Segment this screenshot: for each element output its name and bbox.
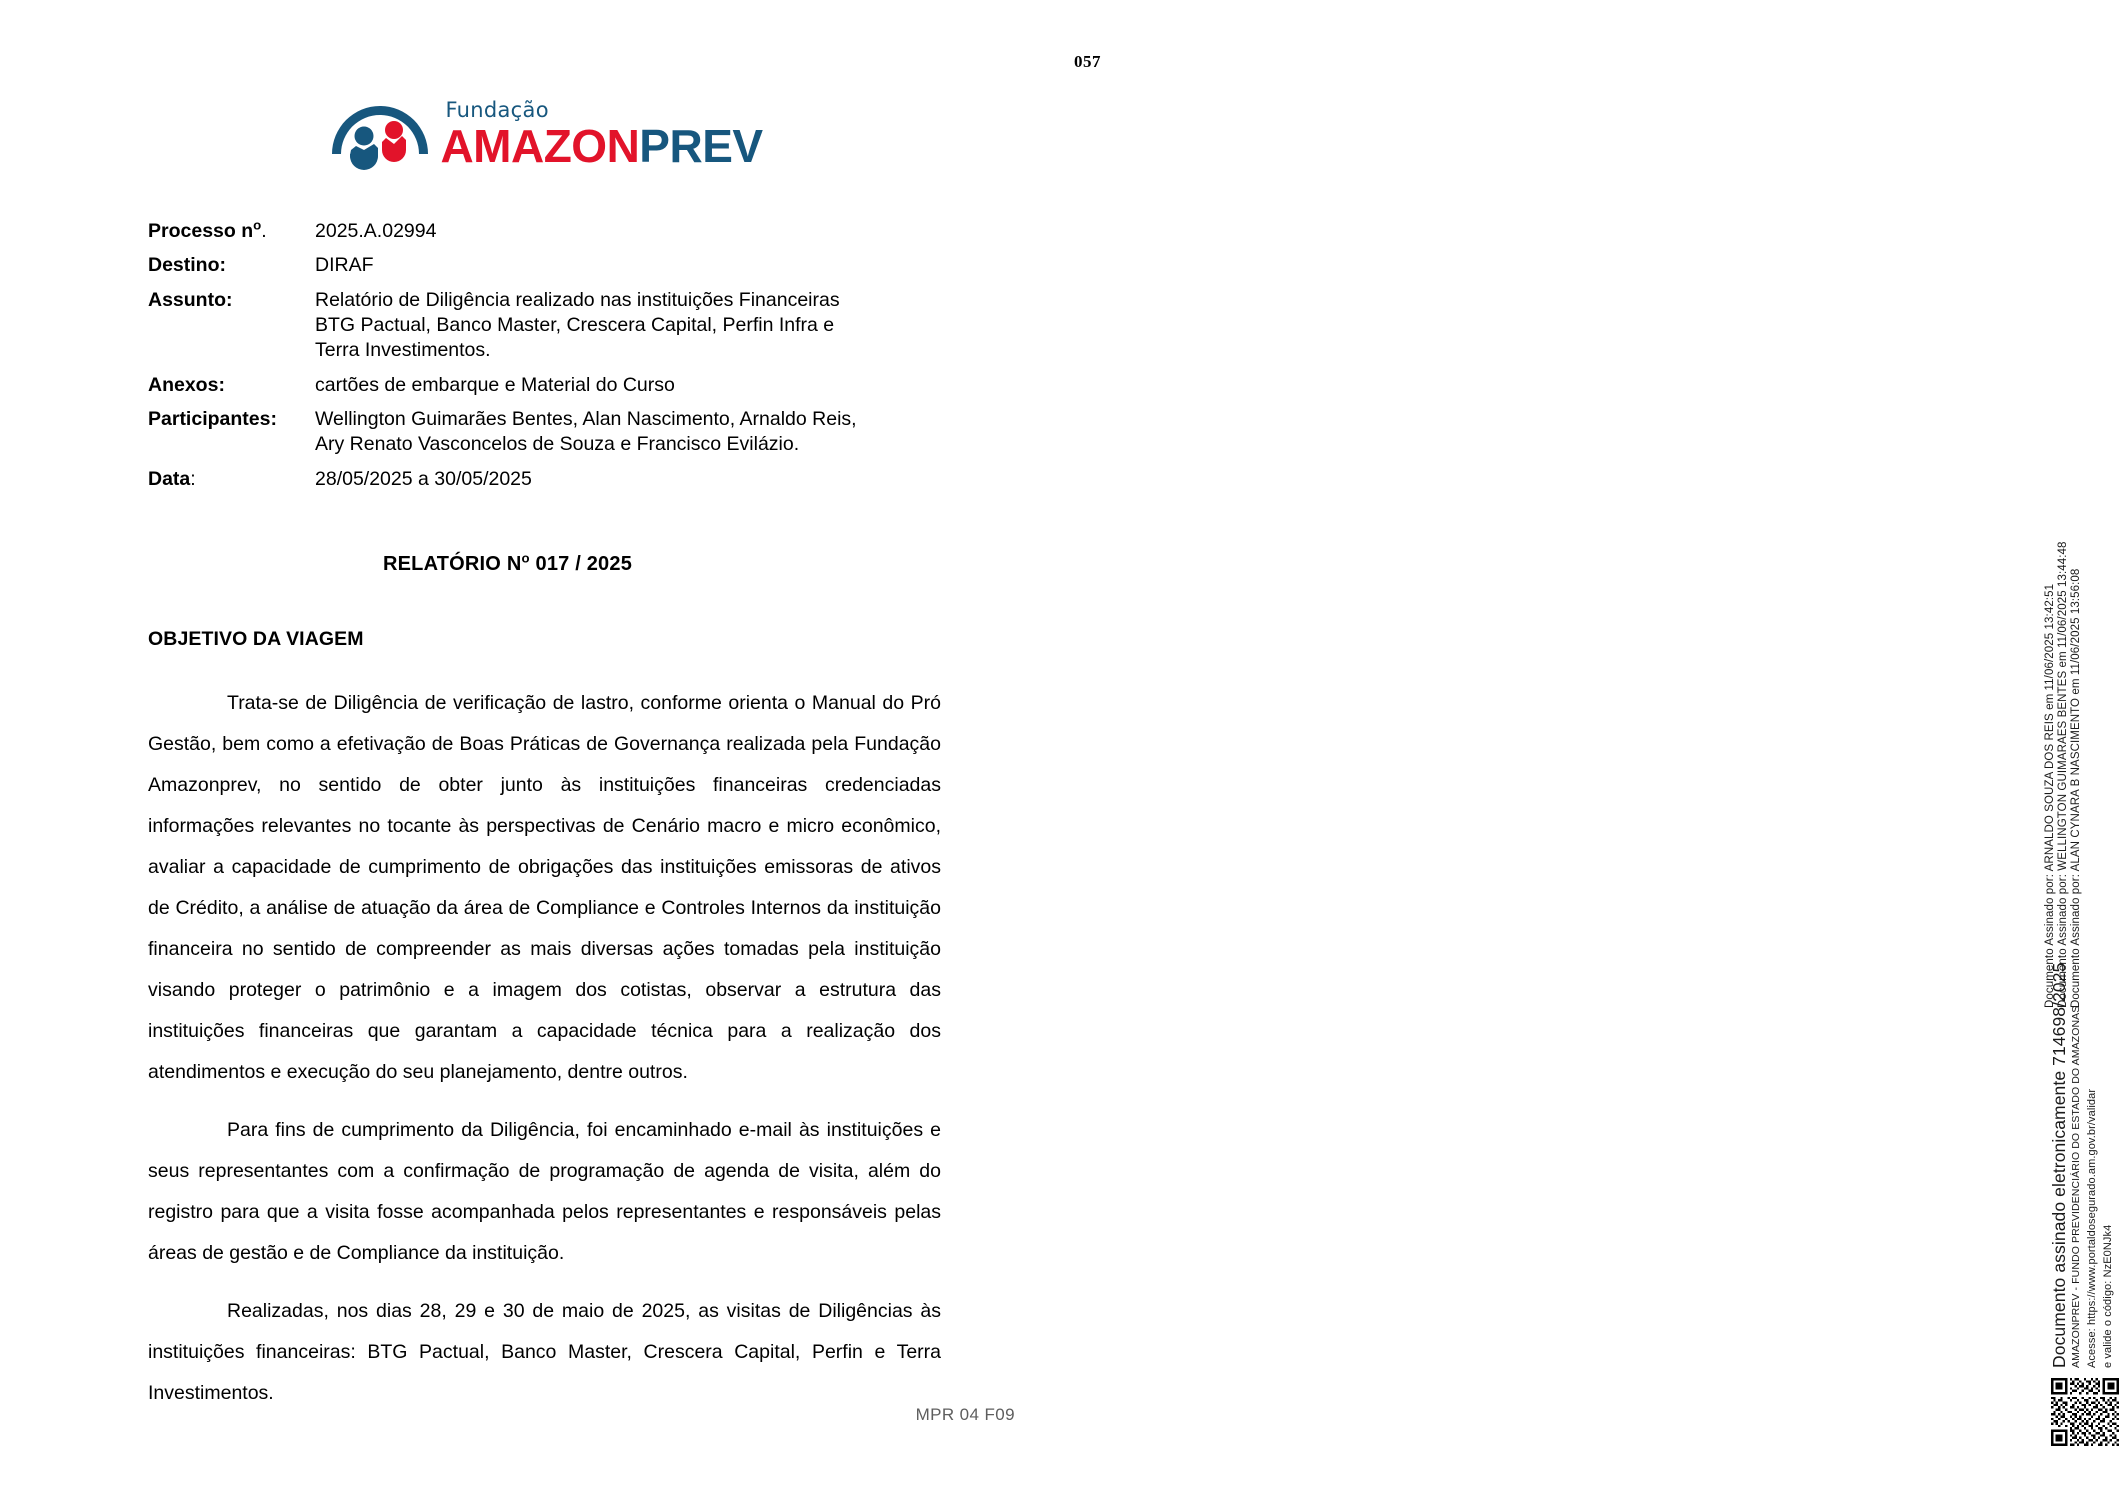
logo-amazon-text: AMAZON (440, 119, 640, 172)
field-value-assunto: Relatório de Diligência realizado nas instituições Financeiras BTG Pactual, Banco Master, Crescera Capital, Perfin Infra e Terra Investimentos. (315, 288, 840, 362)
auth-url-text: Acesse: https://www.portaldosegurado.am.gov.br/validar (2086, 1088, 2098, 1368)
amazonprev-logo-icon (326, 92, 434, 172)
field-label-anexos: Anexos: (148, 373, 225, 396)
field-participantes (148, 407, 938, 458)
field-anexos (148, 373, 938, 398)
signature-line-1: Documento Assinado por: ARNALDO SOUZA DOS REIS em 11/06/2025 13:42:51 (2044, 583, 2056, 1008)
signature-line-3: Documento Assinado por: ALAN CYNARA B NASCIMENTO em 11/06/2025 13:56:08 (2070, 568, 2082, 1008)
field-data (148, 467, 938, 492)
logo-prev-text: PREV (639, 119, 763, 172)
paragraph-3: Realizadas, nos dias 28, 29 e 30 de maio de 2025, as visitas de Diligências às instituições financeiras: BTG Pactual, Banco Master, Crescera Capital, Perfin e Terra Investimentos. (148, 1300, 941, 1404)
footer-code: MPR 04 F09 (915, 1405, 1015, 1424)
field-label-processo: Processo $n^o$. (148, 217, 267, 242)
logo-fundacao-text: Fundação (445, 97, 549, 122)
auth-code-text: e valide o código: NzE0NJk4 (2102, 1224, 2114, 1368)
field-assunto (148, 288, 938, 364)
paragraph-2: Para fins de cumprimento da Diligência, foi encaminhado e-mail às instituições e seus representantes com a confirmação de programação de agenda de visita, além do registro para que a visita fosse acompanhada pelos representantes e responsáveis pelas áreas de gestão e de Compliance da instituição. (148, 1119, 941, 1264)
report-title: RELATÓRIO $N^o$ 017 / 2025 (382, 550, 633, 575)
signature-line-2: Documento Assinado por: WELLINGTON GUIMARAES BENTES em 11/06/2025 13:44:48 (2057, 541, 2069, 1008)
section-heading-objetivo: OBJETIVO DA VIAGEM (148, 628, 364, 650)
field-value-data: 28/05/2025 a 30/05/2025 (315, 467, 532, 490)
field-value-participantes: Wellington Guimarães Bentes, Alan Nascimento, Arnaldo Reis, Ary Renato Vasconcelos de Souza e Francisco Evilázio. (315, 408, 857, 456)
field-value-processo: 2025.A.02994 (315, 220, 437, 242)
auth-main-text: Documento assinado eletronicamente 714698/2025 (2049, 962, 2069, 1368)
field-label-destino: Destino: (148, 254, 226, 277)
field-label-participantes: Participantes: (148, 408, 277, 431)
field-label-assunto: Assunto: (148, 288, 233, 311)
page-number: 057 (1074, 52, 1101, 71)
field-label-data: Data: (148, 467, 196, 490)
qr-code-icon (2051, 1378, 2119, 1446)
logo-header (0, 92, 1129, 172)
paragraph-1: Trata-se de Diligência de verificação de lastro, conforme orienta o Manual do Pró Gestão, bem como a efetivação de Boas Práticas de Governança realizada pela Fundação Amazonprev, no sentido de obter junto às instituições financeiras credenciadas informações relevantes no tocante às perspectivas de Cenário macro e micro econômico, avaliar a capacidade de cumprimento de obrigações das instituições emissoras de ativos de Crédito, a análise de atuação da área de Compliance e Controles Internos da instituição financeira no sentido de compreender as mais diversas ações tomadas pela instituição visando proteger o patrimônio e a imagem dos cotistas, observar a estrutura das instituições financeiras que garantam a capacidade técnica para a realização dos atendimentos e execução do seu planejamento, dentre outros. (148, 692, 941, 1083)
body-text (148, 683, 941, 1414)
field-value-anexos: cartões de embarque e Material do Curso (315, 373, 675, 396)
field-processo (148, 219, 938, 244)
field-destino (148, 253, 938, 278)
signature-sidebar (1009, 0, 2114, 1497)
auth-organization-text: AMAZONPREV - FUNDO PREVIDENCIÁRIO DO ESTADO DO AMAZONAS (2070, 1005, 2082, 1368)
field-value-destino: DIRAF (315, 254, 374, 277)
header-fields (148, 219, 938, 501)
